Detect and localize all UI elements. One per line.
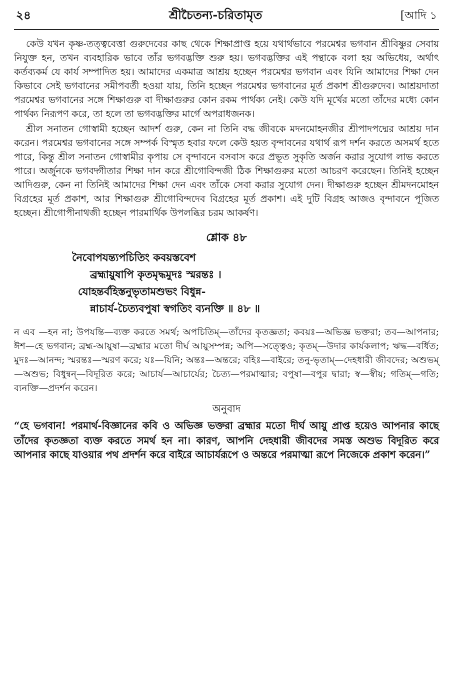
page-number: ২৪ [16, 8, 31, 22]
verse-line: ন্নাচার্য-চৈত্যবপুষা স্বগতিং ব্যনক্তি ॥ ৪৮ ॥ [90, 303, 260, 316]
translation-text: “হে ভগবান! পরমার্থ-বিজ্ঞানের কবি ও অভিজ্ঞ ভক্তরা ব্রহ্মার মতো দীর্ঘ আয়ু প্রাপ্ত হয়েও আপনার কাছে তাঁদের কৃতজ্ঞতা ব্যক্ত করতে সমর্থ হন না। কারণ, আপনি দেহধারী জীবদের সমস্ত অশুভ বিদূরিত করে আপনার কাছে যাওয়ার পথ প্রদর্শন করে বাইরে আচার্যরূপে ও অন্তরে পরমাত্মা রূপে নিজেকে প্রকাশ করেন।” [14, 421, 439, 462]
page-header [14, 7, 439, 30]
running-title: শ্রীচৈতন্য-চরিতামৃত [168, 8, 263, 22]
purport-paragraph: শ্রীল সনাতন গোস্বামী হচ্ছেন আদর্শ গুরু, কেন না তিনি বদ্ধ জীবকে মদনমোহনজীর শ্রীপাদপদ্মের আশ্রয় দান করেন। পরমেশ্বর ভগবানের সঙ্গে সম্পর্ক বিস্মৃত হবার ফলে কেউ হয়ত বৃন্দাবনের যথার্থ রূপ দর্শন করতে অসমর্থ হতে পারে, কিন্তু শ্রীল সনাতন গোস্বামীর কৃপায় সে বৃন্দাবনে বসবাস করে প্রভূত সুকৃতি অর্জন করার সুযোগ লাভ করতে পারে। অর্জুনকে ভগবদ্গীতার শিক্ষা দান করে শ্রীগোবিন্দজী ঠিক শিক্ষাগুরুর মতো আচরণ করেছেন। তিনিই হচ্ছেন আদিগুরু, কেন না তিনিই আমাদের শিক্ষা দেন এবং তাঁকে সেবা করার সুযোগ দেন। দীক্ষাগুরু হচ্ছেন শ্রীমদনমোহন বিগ্রহের মূর্ত প্রকাশ, আর শিক্ষাগুরু শ্রীগোবিন্দদেব বিগ্রহের মূর্ত প্রকাশ। এই দুটি বিগ্রহ আজও বৃন্দাবনে পূজিত হচ্ছেন। শ্রীগোপীনাথজী হচ্ছেন পারমার্থিক উপলব্ধির চরম আকর্ষণ। [14, 123, 439, 220]
verse-line: নৈবোপযন্ত্যপচিতিং কবয়স্তবেশ [72, 252, 196, 265]
verse-line: যোহন্তর্বহিস্তনুভৃতামশুভং বিধুন্ন- [78, 286, 206, 299]
word-for-word-synonyms: ন এব —হন না; উপযন্তি—ব্যক্ত করতে সমর্থ; অপচিতিম্—তাঁদের কৃতজ্ঞতা; কবয়ঃ—অভিজ্ঞ ভক্তরা; তব—আপনার; ঈশ—হে ভগবান; ব্রহ্ম-আয়ুষা—ব্রহ্মার মতো দীর্ঘ আয়ুসম্পন্ন; অপি—সত্ত্বেও; কৃতম্—উদার কার্যকলাপ; ঋদ্ধ—বর্ধিত; মুদঃ—আনন্দ; স্মরন্তঃ—স্মরণ করে; যঃ—যিনি; অন্তঃ—অন্তরে; বহিঃ—বাইরে; তনু-ভৃতাম্—দেহধারী জীবদের; অশুভম্—অশুভ; বিধুন্বন্—বিদূরিত করে; আচার্য—আচার্যের; চৈত্য—পরমাত্মার; বপুষা—বপুর দ্বারা; স্ব—স্বীয়; গতিম্—গতি; ব্যনক্তি—প্রদর্শন করেন। [14, 327, 439, 395]
verse-text [14, 250, 439, 318]
purport-section [14, 38, 439, 221]
purport-paragraph: কেউ যখন কৃষ্ণ-তত্ত্ববেত্তা গুরুদেবের কাছ থেকে শিক্ষাপ্রাপ্ত হয়ে যথার্থভাবে পরমেশ্বর ভগবান শ্রীবিষ্ণুর সেবায় নিযুক্ত হন, তখন ব্যবহারিক ভাবে তাঁর ভগবদ্ভক্তি শুরু হয়। ভগবদ্ভক্তির এই পন্থাকে বলা হয় অভিধেয়, অর্থাৎ কর্তব্যকর্ম যে কার্য সম্পাদিত হয়। আমাদের একমাত্র আশ্রয় হচ্ছেন পরমেশ্বর ভগবান এবং যিনি আমাদের শিক্ষা দেন কিভাবে সেই ভগবানের সমীপবর্তী হওয়া যায়, তিনি হচ্ছেন পরমেশ্বর ভগবানের মূর্ত প্রকাশ শ্রীগুরুদেব। আশ্রয়দাতা পরমেশ্বর ভগবানের সঙ্গে শিক্ষাগুরু বা দীক্ষাগুরুর কোন রকম পার্থক্য নেই। কেউ যদি মূর্খের মতো তাঁদের মধ্যে কোন পার্থক্য নিরূপণ করে, তা হলে তা ভগবদ্ভক্তির মার্গে অপরাধজনক। [14, 39, 439, 121]
verse-line: ব্রহ্মায়ুষাপি কৃতমৃদ্ধমুদঃ স্মরন্তঃ । [90, 269, 222, 282]
translation-label: অনুবাদ [212, 404, 241, 416]
section-marker: [আদি ১ [400, 9, 437, 22]
verse-label: শ্লোক ৪৮ [206, 231, 247, 245]
